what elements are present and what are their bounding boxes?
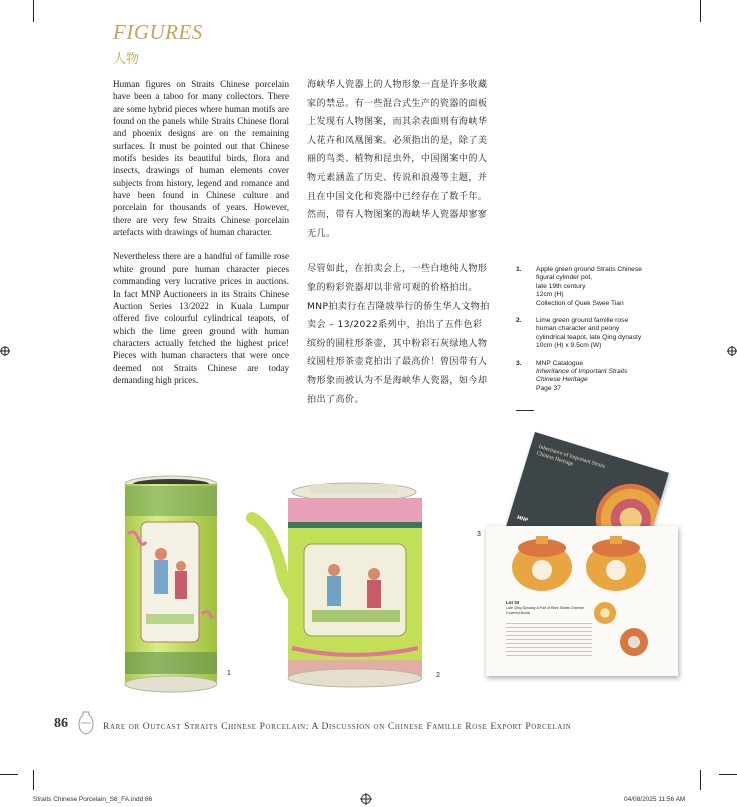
vase-ornament-icon bbox=[78, 711, 94, 735]
registration-mark-icon bbox=[0, 346, 10, 356]
crop-mark bbox=[700, 0, 701, 22]
figure-number: 3 bbox=[477, 531, 481, 538]
cylinder-pot-image bbox=[116, 474, 226, 696]
figure-number: 1 bbox=[227, 670, 231, 677]
paragraph: Nevertheless there are a handful of famille rose white ground pure human character pieces commanding very lucrative prices in auctions. In fact MNP Auctioneers in its Straits Chinese Auction Series 13/2022 in Kuala Lumpur offered five colourful cylindrical teapots, of which the lime green ground with human characters actually fetched the highest price! Pieces with human characters that were once deemed not Straits Chinese are today demanding high prices. bbox=[113, 251, 289, 385]
crop-mark bbox=[33, 770, 34, 790]
caption-line: Page 37 bbox=[536, 384, 561, 392]
caption-line: Chinese Heritage bbox=[536, 376, 588, 384]
paragraph: Human figures on Straits Chinese porcelain have been a taboo for many collectors. There are some hybrid pieces where human motifs are found on the panels while Straits Chinese floral and phoenix designs are on the remaining surfaces. It must be pointed out that Chinese motifs besides its beautiful birds, flora and insects, drawings of human elements cover subjects from history, legend and romance and have been found in Chinese culture and porcelain for thousands of years. However, there are very few Straits Chinese porcelain artefacts with drawings of human character. bbox=[113, 79, 289, 238]
caption-line: Collection of Quek Swee Tian bbox=[536, 299, 624, 307]
caption-line: 12cm (H) bbox=[536, 291, 564, 299]
lot-title: Lot 33 bbox=[506, 600, 520, 605]
crop-mark bbox=[33, 0, 34, 22]
paragraph: 尽管如此，在拍卖会上，一些白地纯人物形象的粉彩瓷器却以非常可观的价格拍出。MNP拍卖行在吉隆坡举行的侨生华人文物拍卖会 – 13/2022系列中，拍出了五件色彩缤纷的圆柱形茶壶，其中粉彩石灰绿地人物纹圆柱形茶壶竟拍出了最高价！曾因带有人物形象而被认为不是海峡华人瓷器，如今却拍出了高价。 bbox=[307, 264, 490, 405]
teapot-image bbox=[232, 478, 452, 700]
body-text-english bbox=[113, 78, 289, 398]
crop-mark bbox=[700, 770, 701, 790]
caption-line: Apple green ground Straits Chinese bbox=[536, 266, 642, 273]
detail-photo bbox=[594, 602, 616, 624]
caption-2 bbox=[516, 317, 666, 351]
slug-date: 04/08/2025 11:56 AM bbox=[624, 796, 686, 803]
caption-line: 10cm (H) x 9.5cm (W) bbox=[536, 342, 602, 350]
figure-number: 2 bbox=[436, 672, 440, 679]
caption-3 bbox=[516, 360, 666, 394]
lot-description: Late Qing Dynasty A Pair of Rare Straits Chinese Covered Bowls bbox=[506, 606, 585, 615]
caption-number: 2. bbox=[516, 317, 522, 325]
section-heading-en: FIGURES bbox=[113, 20, 203, 44]
slug-file: Straits Chinese Porcelain_S6_FA.indd 86 bbox=[33, 796, 153, 803]
lot-text-lines bbox=[506, 620, 592, 658]
caption-line: Lime green ground famille rose bbox=[536, 317, 629, 325]
registration-mark-icon bbox=[360, 793, 372, 805]
caption-line: late 19th century bbox=[536, 282, 586, 290]
running-title: Rare or Outcast Straits Chinese Porcelain: A Discussion on Chinese Famille Rose Export Porcelain bbox=[103, 721, 572, 732]
caption-line: human character and peony bbox=[536, 325, 620, 333]
registration-mark-icon bbox=[727, 346, 737, 356]
page-number: 86 bbox=[54, 716, 68, 731]
catalogue-cover-brand: MNP bbox=[516, 514, 529, 524]
caption-line: cylindrical teapot, late Qing dynasty bbox=[536, 333, 642, 341]
section-heading-zh: 人物 bbox=[113, 52, 140, 67]
catalogue-page bbox=[486, 526, 678, 676]
caption-line: Inheritance of Important Straits bbox=[536, 368, 628, 376]
catalogue-cover-title: Inheritance of Important Straits Chinese Heritage bbox=[535, 443, 606, 470]
detail-photo bbox=[620, 628, 648, 656]
caption-number: 1. bbox=[516, 266, 522, 273]
crop-mark bbox=[0, 774, 18, 775]
caption-line: figural cylinder pot, bbox=[536, 274, 593, 282]
covered-bowls-image bbox=[506, 534, 656, 596]
paragraph: 海峡华人瓷器上的人物形象一直是许多收藏家的禁忌。有一些混合式生产的瓷器的面板上发现有人物图案，而其余表面则有海峡华人花卉和凤凰图案。必须指出的是，除了美丽的鸟类、植物和昆虫外，中国图案中的人物元素涵盖了历史、传说和浪漫等主题，并且在中国文化和瓷器中已经存在了数千年。然而，带有人物图案的海峡华人瓷器却寥寥无几。 bbox=[307, 80, 488, 239]
caption-line: MNP Catalogue bbox=[536, 359, 584, 367]
caption-divider bbox=[516, 410, 534, 411]
caption-number: 3. bbox=[516, 359, 522, 367]
figure-captions bbox=[516, 266, 666, 402]
body-text-chinese bbox=[307, 76, 490, 426]
caption-1 bbox=[516, 266, 666, 308]
crop-mark bbox=[719, 774, 737, 775]
